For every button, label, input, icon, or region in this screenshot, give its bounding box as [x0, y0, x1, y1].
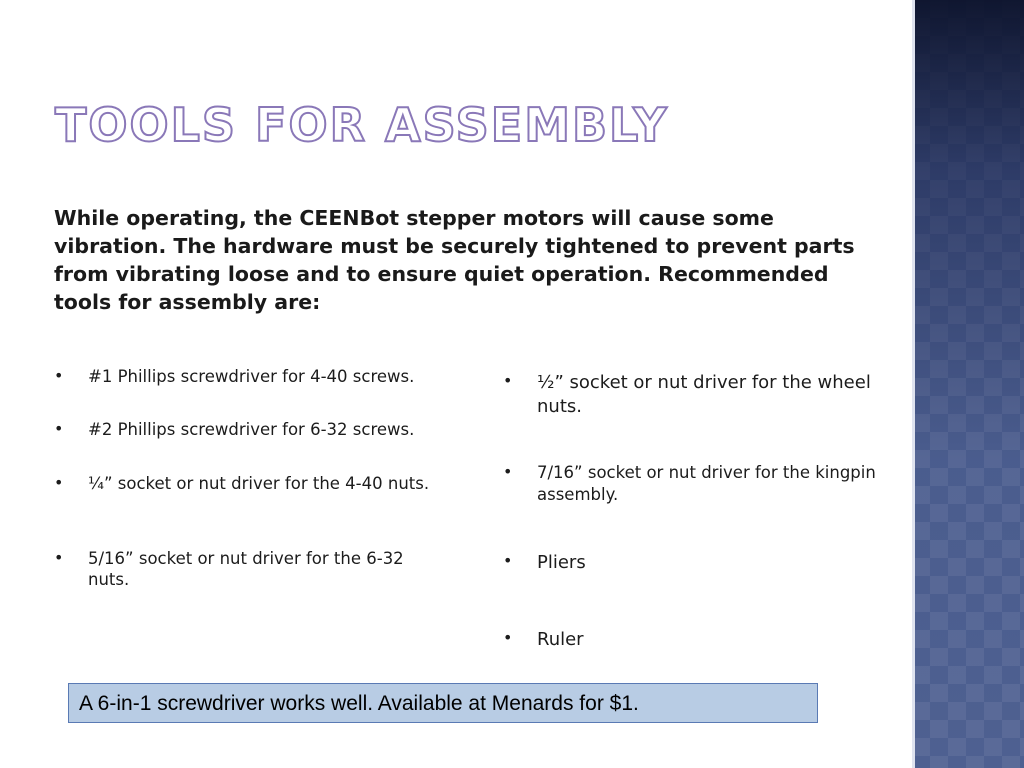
right-tool-list: [503, 0, 903, 660]
side-decoration-panel: [912, 0, 1024, 768]
list-item-text: #2 Phillips screwdriver for 6-32 screws.: [88, 420, 415, 439]
bullet-icon: •: [503, 628, 513, 647]
intro-paragraph: While operating, the CEENBot stepper motors will cause some vibration. The hardware must be securely tightened to prevent parts from vibrating loose and to ensure quiet operation. Recommended tools for assembly are:: [54, 206, 855, 314]
bullet-icon: •: [503, 551, 513, 570]
bullet-icon: •: [503, 371, 513, 390]
bullet-icon: •: [54, 473, 64, 492]
list-item-text: Pliers: [537, 552, 586, 573]
list-item-text: ½” socket or nut driver for the wheel nuts.: [537, 372, 871, 417]
bullet-icon: •: [54, 548, 64, 567]
list-item-text: ¼” socket or nut driver for the 4-40 nuts.: [88, 474, 430, 493]
side-panel-edge: [912, 0, 915, 768]
note-callout: A 6-in-1 screwdriver works well. Available at Menards for $1.: [68, 683, 818, 723]
list-item-text: 5/16” socket or nut driver for the 6-32 nuts.: [88, 549, 404, 589]
bullet-icon: •: [54, 366, 64, 385]
list-item-text: Ruler: [537, 629, 584, 650]
list-item-text: #1 Phillips screwdriver for 4-40 screws.: [88, 367, 415, 386]
slide-title: TOOLS FOR ASSEMBLY: [55, 98, 669, 152]
bullet-icon: •: [54, 419, 64, 438]
list-item-text: 7/16” socket or nut driver for the kingpin assembly.: [537, 463, 876, 504]
left-tool-list: [54, 0, 474, 620]
bullet-icon: •: [503, 462, 513, 481]
